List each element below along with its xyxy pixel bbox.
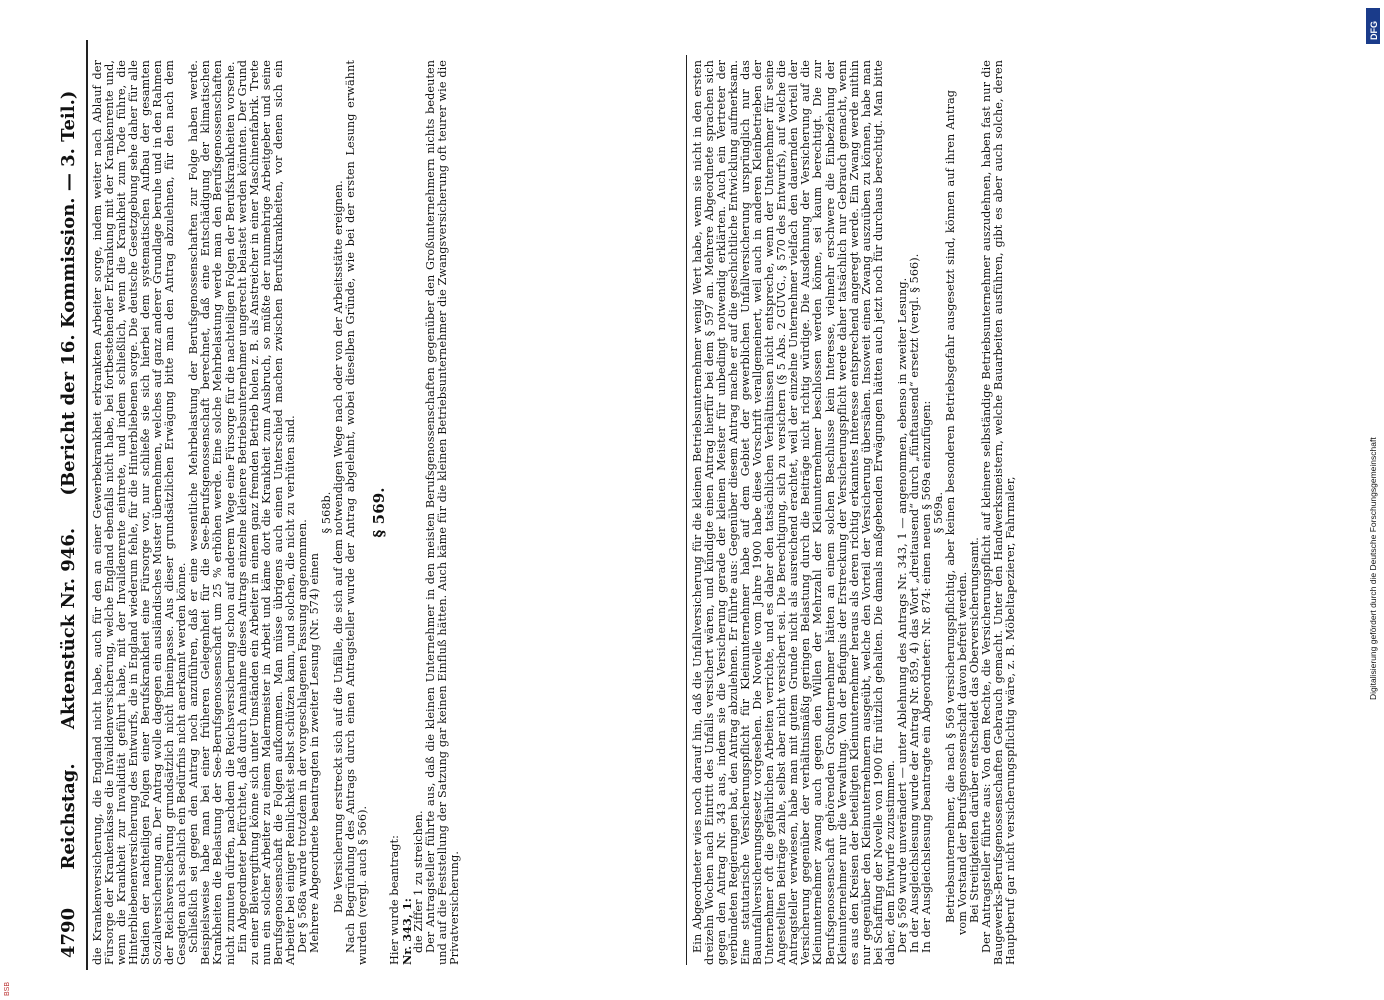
- paragraph: Betriebsunternehmer, die nach § 569 versicherungspflichtig, aber keinen besonderen Betriebsgefahr ausgesetzt sind, können auf ihren Antrag vom Vorstand der Berufsgenossenschaft davon befreit werden.: [943, 90, 970, 935]
- digitization-note: Digitalisierung gefördert durch die Deutsche Forschungsgemeinschaft: [1368, 437, 1378, 700]
- section-heading-569a: § 569a.: [931, 491, 945, 534]
- paragraph: Der § 568a wurde trotzdem in der vorgeschlagenen Fassung angenommen.: [295, 519, 309, 953]
- paragraph: Nach Begründung des Antrags durch einen Antragsteller wurde der Antrag abgelehnt, wobei dieselben Gründe, wie bei der ersten Lesung erwähnt wurden (vergl. auch § 566).: [343, 60, 370, 965]
- paragraph: Mehrere Abgeordnete beantragten in zweiter Lesung (Nr. 574) einen: [307, 552, 321, 953]
- header-reichstag: Reichstag.: [58, 763, 79, 870]
- paragraph: In der Ausgleichslesung wurde der Antrag Nr. 859, 4) das Wort „dreitausend“ durch „fünftausend“ ersetzt (vergl. § 566).: [907, 253, 921, 953]
- page-number: 4790: [58, 907, 79, 958]
- text-column-left: [92, 60, 680, 965]
- paragraph: Die Versicherung erstreckt sich auf die Unfälle, die sich auf dem notwendigen Wege nach oder von der Arbeitsstätte ereignen.: [331, 180, 345, 913]
- paragraph: In der Ausgleichslesung beantragte ein Abgeordneter: Nr. 874: einen neuen § 569a einzufügen:: [919, 400, 933, 953]
- paragraph: die Krankenversicherung, die England nicht habe, auch für den an einer Gewerbekrankheit erkrankten Arbeiter sorge, indem weiter nach Ablauf der Fürsorge der Krankenkasse die Invalidenversicherung, welche England ebenfalls nicht habe, bei fortbestehender Erkrankung mit der Krankenrente und, wenn die Krankheit zur Invalidität geführt habe, mit der Invalidenrente eintrete, und indem schließlich, wenn die Krankheit zum Tode führe, die Hinterbliebenenversicherung des Entwurfs, die in England wiederum fehle, für die Hinterbliebenen sorge. Die deutsche Gesetzgebung sehe daher für alle Stadien der nachteiligen Folgen einer Berufskrankheit eine Fürsorge vor, nur schließe sie sich hierbei dem systematischen Aufbau der gesamten Sozialversicherung an. Der Antrag wolle dagegen ein ausländisches Muster übernehmen, welches auf ganz anderer Grundlage beruhe und in den Rahmen der Reichsversicherung grundsätzlich nicht hineinpasse. Aus dieser grundsätzlichen Erwägung bitte man den Antrag abzulehnen, für den nach dem Gesagten auch sachlich ein Bedürfnis nicht anerkannt werden könne.: [91, 60, 189, 965]
- header-bericht: (Bericht der 16. Kommission. — 3. Teil.): [58, 90, 79, 496]
- paragraph: Hier wurde beantragt:: [388, 834, 402, 965]
- paragraph: Bei Streitigkeiten darüber entscheidet das Oberversicherungsamt.: [968, 537, 982, 923]
- running-header: [58, 38, 84, 958]
- header-aktenstueck: Aktenstück Nr. 946.: [58, 527, 79, 730]
- paragraph: Der Antragsteller führte aus, daß die kleinen Unternehmer in den meisten Berufsgenossenschaften gegenüber den Großunternehmern nichts bedeuten und auf die Feststellung der Satzung gar keinen Einfluß hätten. Auch käme für die kleinen Betriebsunternehmer die Zwangsversicherung oft teurer wie die Privatversicherung.: [424, 60, 462, 965]
- text-column-right: [692, 60, 1292, 965]
- column-divider: [686, 55, 687, 965]
- corner-mark: BSB: [4, 981, 11, 996]
- motion-number: Nr. 343, 1:: [400, 897, 415, 965]
- paragraph: Ein Abgeordneter wies noch darauf hin, daß die Unfallversicherung für die kleinen Betriebsunternehmer wenig Wert habe, wenn sie nicht in den ersten dreizehn Wochen nach Eintritt des Unfalls versichert wären, und kündigte einen Antrag hierfür bei dem § 597 an. Mehrere Abgeordnete sprachen sich gegen den Antrag Nr. 343 aus, indem sie die Versicherung gerade der kleinen Meister für unbedingt notwendig erklärten. Auch ein Vertreter der verbündeten Regierungen bat, den Antrag abzulehnen. Er führte aus: Gegenüber diesem Antrag mache er auf die geschichtliche Entwicklung aufmerksam. Eine statutarische Versicherungspflicht für Kleinunternehmer habe auf dem Gebiet der gewerblichen Unfallversicherung ursprünglich nur das Bauunfallversicherungsgesetz vorgesehen. Die Novelle vom Jahre 1900 habe diese Vorschrift verallgemeinert, weil auch in anderen Kleinbetrieben der Unternehmer oft die gefährlichen Arbeiten verrichte, und es daher den tatsächlichen Verhältnissen nicht entspreche, wenn der Unternehmer für seine Angestellten Beiträge zahle, selbst aber nicht versichert sei. Die Berechtigung, sich zu versichern (§ 5 Abs. 2 GUVG., § 570 des Entwurfs), auf welche die Antragsteller verwiesen, habe man mit gutem Grunde nicht als ausreichend erachtet, weil der einzelne Unternehmer vielfach den dauernden Vorteil der Versicherung gegenüber der verhältnismäßig geringen Belastung durch die Beiträge nicht richtig würdige. Die Ausdehnung der Versicherung auf die Kleinunternehmer zwang auch gegen den Willen der Mehrzahl der Kleinunternehmer beschlossen werden könne, sei kaum berechtigt. Die zur Berufsgenossenschaft gehörenden Großunternehmer hätten an einem solchen Beschlusse kein Interesse, vielmehr erschwere die Einbeziehung der Kleinunternehmer nur die Verwaltung. Von der Befugnis der Erstreckung der Versicherungspflicht werde daher tatsächlich nur Gebrauch gemacht, wenn es aus den Kreisen der beteiligten Kleinunternehmer heraus als deren richtig erkanntes Interesse entsprechend angeregt werde. Ein Zwang werde mithin nur gegenüber den Kleinunternehmern ausgeübt, welche den Vorteil der Versicherung übersähen. Insoweit einen Zwang auszuüben zu können, habe man bei Schaffung der Novelle von 1900 für nützlich gehalten. Die damals maßgebenden Erwägungen hätten auch jetzt noch für durchaus berechtigt. Man bitte daher, dem Entwurfe zuzustimmen.: [691, 60, 897, 965]
- paragraph: Ein Abgeordneter befürchtet, daß durch Annahme dieses Antrags einzelne kleinere Betriebsunternehmer ungerecht belastet werden könnten. Der Grund zu einer Bleivergiftung könne sich unter Umständen ein Arbeiter in einem ganz fremden Betrieb holen z. B. als Anstreicher in einer Maschinenfabrik. Trete nun ein solcher Arbeiter zu einem Malermeister in Arbeit und käme dort die Krankheit zum Ausbruch, so müßte der nunmehrige Arbeitgeber und seine Berufsgenossenschaft die Folgen aufkommen. Man müsse übrigens auch einen Unterschied machen zwischen Berufskrankheiten, vor denen sich ein Arbeiter bei einiger Reinlichkeit selbst schützen kann, und solchen, die nicht zu verhüten sind.: [235, 60, 297, 965]
- dfg-logo-text: DFG: [1369, 21, 1379, 40]
- header-rule: [86, 40, 88, 970]
- section-heading-568b: § 568b.: [319, 491, 333, 534]
- paragraph: Schließlich sei gegen den Antrag noch anzuführen, daß er eine wesentliche Mehrbelastung der Berufsgenossenschaften zur Folge haben werde. Beispielsweise habe man bei einer früheren Gelegenheit für die See-Berufsgenossenschaft berechnet, daß eine Entschädigung der klimatischen Krankheiten die Belastung der See-Berufsgenossenschaft um 25 % erhöhen werde. Eine solche Mehrbelastung werde man den Berufsgenossenschaften nicht zumuten dürfen, nachdem die Reichsversicherung schon auf anderem Wege eine Fürsorge für die nachteiligen Folgen der Berufskrankheiten vorsehe.: [187, 60, 237, 965]
- dfg-logo: [1366, 8, 1380, 44]
- paragraph: Der § 569 wurde unverändert — unter Ablehnung des Antrags Nr. 343, 1 — angenommen, ebenso in zweiter Lesung.: [895, 277, 909, 953]
- paragraph: Der Antragsteller führte aus: Von dem Rechte, die Versicherungspflicht auf kleinere selbständige Betriebsunternehmer auszudehnen, haben fast nur die Baugewerks-Berufsgenossenschaften Gebrauch gemacht. Unter den Handwerksmeistern, welche Bauarbeiten ausführen, gibt es aber auch solche, deren Hauptberuf gar nicht versicherungspflichtig wäre, z. B. Möbeltapezierer, Fahrmaler,: [980, 60, 1018, 965]
- paragraph: die Ziffer 1 zu streichen.: [412, 810, 426, 953]
- section-heading-569: § 569.: [370, 487, 389, 538]
